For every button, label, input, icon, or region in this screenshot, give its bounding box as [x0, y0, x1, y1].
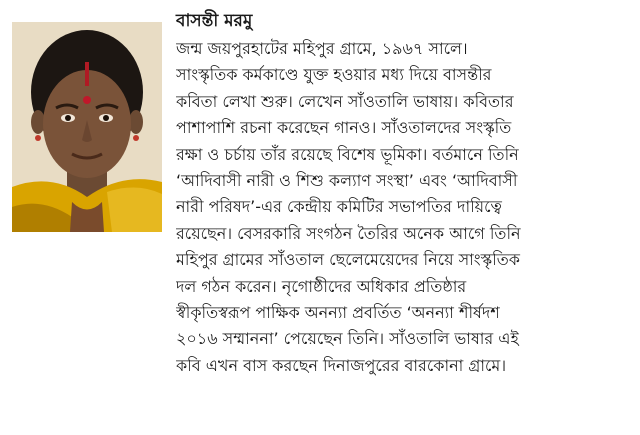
person-name: বাসন্তী মরমু — [176, 11, 253, 31]
bio-line-2: সাংস্কৃতিক কর্মকাণ্ডে যুক্ত হওয়ার মধ্য দিয়ে বাসন্তীর — [176, 65, 492, 85]
bio-line-11: স্বীকৃতিস্বরূপ পাক্ষিক অনন্যা প্রবর্তিত ‘অনন্যা শীর্ষদশ — [176, 302, 500, 322]
bio-line-10: দল গঠন করেন। নৃগোষ্ঠীদের অধিকার প্রতিষ্ঠার — [176, 276, 467, 296]
bio-line-5: রক্ষা ও চর্চায় তাঁর রয়েছে বিশেষ ভূমিকা। বর্তমানে তিনি — [176, 144, 519, 164]
bio-line-7: নারী পরিষদ’-এর কেন্দ্রীয় কমিটির সভাপতির দায়িত্বে — [176, 197, 502, 217]
bio-line-9: মহিপুর গ্রামের সাঁওতাল ছেলেমেয়েদের নিয়ে সাংস্কৃতিক — [176, 250, 520, 270]
biography-text — [176, 36, 628, 379]
bio-line-8: রয়েছেন। বেসরকারি সংগঠন তৈরির অনেক আগে তিনি — [176, 223, 521, 243]
bio-line-12: ২০১৬ সম্মাননা’ পেয়েছেন তিনি। সাঁওতালি ভাষার এই — [176, 329, 519, 349]
portrait-photo — [12, 22, 162, 232]
bio-line-3: কবিতা লেখা শুরু। লেখেন সাঁওতালি ভাষায়। কবিতার — [176, 91, 514, 111]
bio-line-1: জন্ম জয়পুরহাটের মহিপুর গ্রামে, ১৯৬৭ সালে। — [176, 39, 468, 58]
portrait-image — [12, 22, 162, 232]
bio-line-13: কবি এখন বাস করছেন দিনাজপুরের বারকোনা গ্রামে। — [176, 355, 507, 375]
bio-line-4: পাশাপাশি রচনা করেছেন গানও। সাঁওতালদের সংস্কৃতি — [176, 118, 512, 138]
bio-line-6: ‘আদিবাসী নারী ও শিশু কল্যাণ সংস্থা’ এবং ‘আদিবাসী — [176, 170, 518, 190]
